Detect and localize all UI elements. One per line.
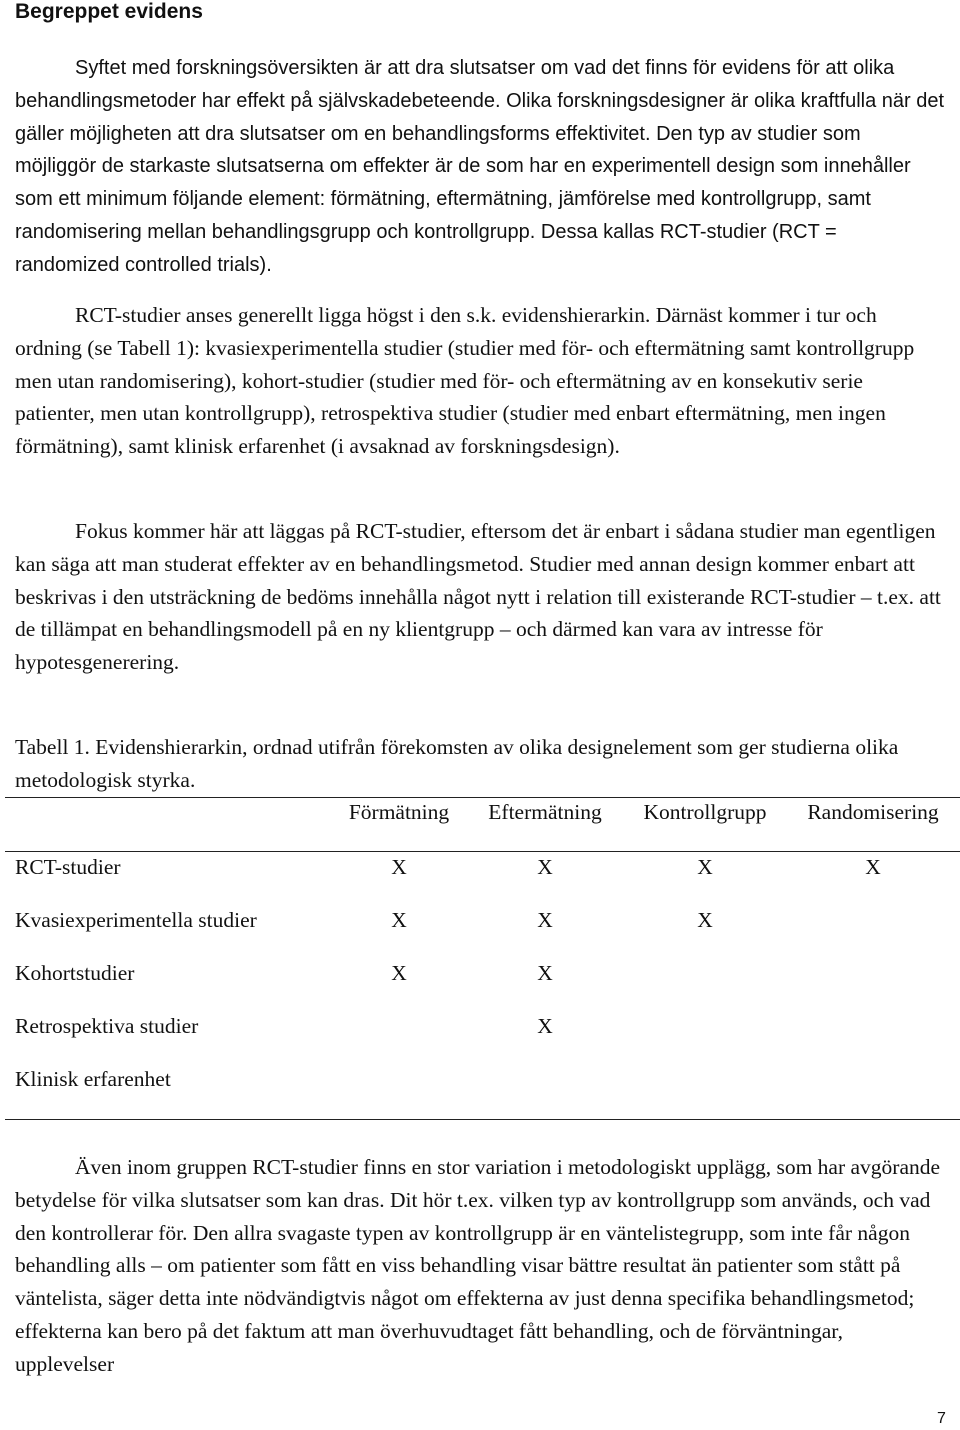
row-label-kvasi: Kvasiexperimentella studier <box>15 908 257 932</box>
paragraph-rct-variation: Även inom gruppen RCT-studier finns en stor variation i metodologiskt upplägg, som har avgörande betydelse för vilka slutsatser som kan dras. Dit hör t.ex. vilken typ av kontrollgrupp som används, och vad den kontrollerar för. Den allra svagaste typen av kontrollgrupp är en väntelistegrupp, som inte får någon behandling alls – om patienter som fått en viss behandling visar bättre resultat än patienter som stått på väntelista, säger detta inte nödvändigtvis något om effekterna av just denna specifika behandlingsmetod; effekterna kan bero på det faktum att man överhuvudtaget fått behandling, och de förväntningar, upplevelser <box>15 1155 941 1376</box>
paragraph-evidence-hierarchy: RCT-studier anses generellt ligga högst i den s.k. evidenshierarkin. Därnäst kommer i tur och ordning (se Tabell 1): kvasiexperimentella studier (studier med för- och eftermätning samt kontrollgrupp men utan randomisering), kohort-studier (studier med för- och eftermätning av en konsekutiv serie patienter, men utan kontrollgrupp), retrospektiva studier (studier med enbart eftermätning, men ingen förmätning), samt klinisk erfarenhet (i avsaknad av forskningsdesign). <box>15 303 915 459</box>
table-bottom-rule <box>5 1119 960 1120</box>
table-cell: X <box>537 961 553 985</box>
table-cell: X <box>391 908 407 932</box>
column-header-formatning: Förmätning <box>348 800 450 824</box>
table-cell: X <box>697 908 713 932</box>
table-cell: X <box>697 855 713 879</box>
column-header-randomisering: Randomisering <box>807 800 939 824</box>
row-label-rct: RCT-studier <box>15 855 121 879</box>
table-cell: X <box>865 855 881 879</box>
row-label-retrospektiva: Retrospektiva studier <box>15 1014 199 1038</box>
table-cell: X <box>391 855 407 879</box>
table-cell: X <box>537 855 553 879</box>
paragraph-focus: Fokus kommer här att läggas på RCT-studier, eftersom det är enbart i sådana studier man egentligen kan säga att man studerat effekter av en behandlingsmetod. Studier med annan design kommer enbart att beskrivas i den utsträckning de bedöms innehålla något nytt i relation till existerande RCT-studier – t.ex. att de tillämpat en behandlingsmodell på en ny klientgrupp – och därmed kan vara av intresse för hypotesgenerering. <box>15 519 941 675</box>
column-header-eftermatning: Eftermätning <box>488 800 602 824</box>
column-header-kontrollgrupp: Kontrollgrupp <box>643 800 767 824</box>
section-heading: Begreppet evidens <box>15 0 203 23</box>
paragraph-purpose: Syftet med forskningsöversikten är att dra slutsatser om vad det finns för evidens för att olika behandlingsmetoder har effekt på självskadebeteende. Olika forskningsdesigner är olika kraftfulla när det gäller möjligheten att dra slutsatser om en behandlingsforms effektivitet. Den typ av studier som möjliggör de starkaste slutsatserna om effekter är de som har en experimentell design som innehåller som ett minimum följande element: förmätning, eftermätning, jämförelse med kontrollgrupp, samt randomisering mellan behandlingsgrupp och kontrollgrupp. Dessa kallas RCT-studier (RCT = randomized controlled trials). <box>15 57 945 276</box>
table-header-rule <box>5 851 960 852</box>
page-number: 7 <box>937 1410 946 1427</box>
table-cell: X <box>537 908 553 932</box>
table-caption: Tabell 1. Evidenshierarkin, ordnad utifrån förekomsten av olika designelement som ger studierna olika metodologisk styrka. <box>15 735 899 792</box>
row-label-kohort: Kohortstudier <box>15 961 135 985</box>
table-cell: X <box>537 1014 553 1038</box>
row-label-klinisk: Klinisk erfarenhet <box>15 1067 171 1091</box>
table-cell: X <box>391 961 407 985</box>
table-top-rule <box>5 797 960 798</box>
